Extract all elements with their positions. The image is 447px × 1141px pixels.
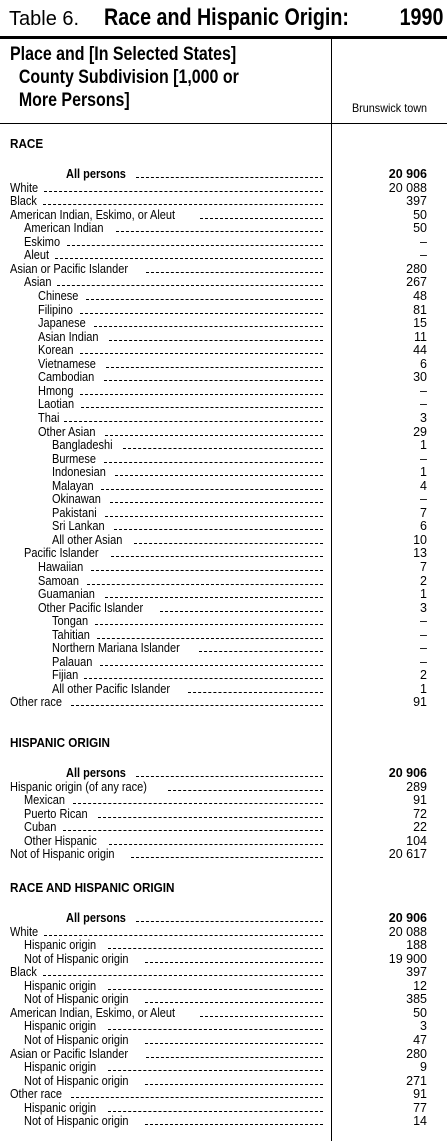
leader-dots xyxy=(131,857,323,858)
table-title xyxy=(0,0,447,38)
row-label: Hispanic origin xyxy=(24,1100,97,1115)
row-label: Black xyxy=(10,965,37,980)
row-label: Not of Hispanic origin xyxy=(24,1073,129,1088)
row-label-wrap xyxy=(66,912,323,926)
leader-dots xyxy=(43,975,323,976)
row-label: Not of Hispanic origin xyxy=(24,951,129,966)
section-heading: RACE AND HISPANIC ORIGIN xyxy=(10,880,175,895)
leader-dots xyxy=(98,817,323,818)
table-number: Table 6. xyxy=(9,8,80,30)
leader-dots xyxy=(71,1097,323,1098)
row-label-wrap xyxy=(38,371,323,385)
row-value: 1 xyxy=(420,681,427,696)
row-value: 397 xyxy=(406,965,427,980)
row-value: 20 617 xyxy=(388,847,427,862)
row-value: 1 xyxy=(420,465,427,480)
table-row xyxy=(0,808,447,822)
row-value: 20 088 xyxy=(388,180,427,195)
leader-dots xyxy=(80,353,323,354)
row-value: 7 xyxy=(420,505,427,520)
row-label: Tahitian xyxy=(52,627,90,642)
row-label-wrap xyxy=(38,398,323,412)
row-value: – xyxy=(420,641,427,656)
row-label: American Indian, Eskimo, or Aleut xyxy=(10,207,176,222)
row-label: Bangladeshi xyxy=(52,438,113,452)
row-label: Malayan xyxy=(52,478,94,493)
leader-dots xyxy=(123,448,323,449)
row-value: 9 xyxy=(420,1060,427,1074)
leader-dots xyxy=(145,1084,323,1085)
leader-dots xyxy=(145,962,323,963)
leader-dots xyxy=(44,935,323,936)
row-value: 289 xyxy=(406,779,427,794)
row-value: – xyxy=(420,397,427,412)
leader-dots xyxy=(106,367,323,368)
leader-dots xyxy=(168,790,323,791)
leader-dots xyxy=(105,516,323,517)
row-label: Guamanian xyxy=(38,587,95,602)
leader-dots xyxy=(108,1029,323,1030)
leader-dots xyxy=(105,597,323,598)
table-row xyxy=(0,222,447,236)
row-label: Other Pacific Islander xyxy=(38,600,144,615)
row-value: 104 xyxy=(406,833,427,848)
table-year: 1990 xyxy=(399,4,443,31)
row-value: 20 906 xyxy=(388,167,427,181)
row-value: 11 xyxy=(414,329,427,344)
row-value: 77 xyxy=(413,1100,427,1115)
row-value: 29 xyxy=(413,424,427,439)
leader-dots xyxy=(116,231,323,232)
row-value: – xyxy=(420,234,427,249)
row-value: 20 906 xyxy=(388,911,427,925)
row-label-wrap xyxy=(38,290,323,304)
row-label: Samoan xyxy=(38,573,79,588)
leader-dots xyxy=(160,611,324,612)
row-value: 22 xyxy=(413,820,427,835)
row-label: Filipino xyxy=(38,302,73,317)
leader-dots xyxy=(73,803,323,804)
leader-dots xyxy=(200,218,323,219)
row-label: All persons xyxy=(66,766,126,780)
row-label: Thai xyxy=(38,410,60,425)
row-label: White xyxy=(10,924,39,939)
row-value: 91 xyxy=(413,793,427,808)
row-label: Pakistani xyxy=(52,505,97,520)
row-label: Laotian xyxy=(38,397,75,412)
row-label: Burmese xyxy=(52,451,97,466)
row-value: 7 xyxy=(420,560,427,574)
row-label: Asian or Pacific Islander xyxy=(10,1046,129,1061)
row-value: 385 xyxy=(406,992,427,1007)
table-row xyxy=(0,236,447,250)
row-value: 3 xyxy=(420,600,427,615)
row-label: Tongan xyxy=(52,614,89,629)
row-label: Not of Hispanic origin xyxy=(24,1114,129,1129)
row-value: 271 xyxy=(406,1073,427,1088)
row-value: 280 xyxy=(406,261,427,276)
row-label: Not of Hispanic origin xyxy=(24,992,129,1007)
row-value: – xyxy=(420,383,427,398)
leader-dots xyxy=(145,1002,323,1003)
row-label: Eskimo xyxy=(24,234,61,249)
leader-dots xyxy=(84,678,323,679)
table-row xyxy=(0,1075,447,1089)
row-label: Hmong xyxy=(38,383,74,398)
leader-dots xyxy=(87,584,323,585)
row-label: Japanese xyxy=(38,316,86,331)
row-label: Puerto Rican xyxy=(24,806,88,821)
leader-dots xyxy=(80,313,323,314)
table-row xyxy=(0,168,447,182)
leader-dots xyxy=(111,556,323,557)
leader-dots xyxy=(86,299,323,300)
row-value: 1 xyxy=(420,438,427,452)
row-value: 3 xyxy=(420,1019,427,1034)
row-value: 15 xyxy=(413,316,427,331)
row-value: – xyxy=(420,654,427,669)
row-label: Pacific Islander xyxy=(24,546,99,561)
section-heading: HISPANIC ORIGIN xyxy=(10,735,110,750)
leader-dots xyxy=(95,624,323,625)
leader-dots xyxy=(94,326,323,327)
row-value: 44 xyxy=(413,343,427,358)
leader-dots xyxy=(97,638,323,639)
row-value: 397 xyxy=(406,194,427,209)
row-value: – xyxy=(420,627,427,642)
row-value: 47 xyxy=(413,1032,427,1047)
stub-heading: Place and [In Selected States] County Subdivision [1,000 or More Persons] xyxy=(10,44,239,111)
leader-dots xyxy=(80,394,323,395)
leader-dots xyxy=(71,705,323,706)
table-title-text: Race and Hispanic Origin: xyxy=(104,4,349,31)
leader-dots xyxy=(136,921,323,922)
leader-dots xyxy=(134,543,323,544)
leader-dots xyxy=(43,204,323,205)
leader-dots xyxy=(55,258,324,259)
leader-dots xyxy=(136,776,323,777)
row-label: Hispanic origin xyxy=(24,1019,97,1034)
row-value: 72 xyxy=(413,806,427,821)
row-label: Sri Lankan xyxy=(52,519,105,534)
leader-dots xyxy=(108,948,323,949)
row-label: Fijian xyxy=(52,668,79,683)
table-row xyxy=(0,912,447,926)
row-value: 91 xyxy=(413,695,427,710)
table-row xyxy=(0,683,447,697)
row-label-wrap xyxy=(52,642,323,656)
row-label: Not of Hispanic origin xyxy=(24,1032,129,1047)
table-row xyxy=(0,398,447,412)
row-value: 20 906 xyxy=(388,766,427,780)
table-row xyxy=(0,848,447,862)
row-value: 50 xyxy=(413,207,427,222)
row-label-wrap xyxy=(66,168,323,182)
table-row xyxy=(0,1115,447,1129)
table-row xyxy=(0,263,447,277)
row-value: 267 xyxy=(406,275,427,290)
row-label-wrap xyxy=(52,615,323,629)
leader-dots xyxy=(81,407,323,408)
row-label: Indonesian xyxy=(52,465,106,480)
row-label: Asian xyxy=(24,275,52,290)
row-label: Black xyxy=(10,194,37,209)
row-value: 4 xyxy=(420,478,427,493)
row-label-wrap xyxy=(38,331,323,345)
row-value: 48 xyxy=(413,289,427,303)
row-value: 14 xyxy=(413,1114,427,1129)
row-value: 91 xyxy=(413,1087,427,1102)
row-label-wrap xyxy=(52,683,323,697)
table-row xyxy=(0,182,447,196)
header-rule xyxy=(0,123,447,124)
row-label-wrap xyxy=(24,953,323,967)
row-value: 50 xyxy=(413,1005,427,1020)
row-value: 81 xyxy=(413,302,427,317)
table-row xyxy=(0,696,447,710)
leader-dots xyxy=(146,1057,323,1058)
row-label: Vietnamese xyxy=(38,356,96,371)
row-label: Hispanic origin (of any race) xyxy=(10,779,147,794)
row-value: 30 xyxy=(413,370,427,385)
row-label-wrap xyxy=(10,182,323,196)
leader-dots xyxy=(104,380,323,381)
leader-dots xyxy=(91,570,323,571)
row-label-wrap xyxy=(24,808,323,822)
row-value: 10 xyxy=(413,532,427,547)
row-value: – xyxy=(420,492,427,507)
leader-dots xyxy=(200,1016,323,1017)
leader-dots xyxy=(63,830,323,831)
row-label: Cambodian xyxy=(38,370,95,385)
leader-dots xyxy=(108,1111,323,1112)
row-label: Hispanic origin xyxy=(24,978,97,993)
row-label-wrap xyxy=(38,385,323,399)
leader-dots xyxy=(145,1043,323,1044)
leader-dots xyxy=(146,272,323,273)
section-heading: RACE xyxy=(10,136,44,151)
row-label-wrap xyxy=(10,263,323,277)
row-value: 188 xyxy=(406,938,427,953)
row-label: American Indian, Eskimo, or Aleut xyxy=(10,1005,176,1020)
row-label: Hispanic origin xyxy=(24,938,97,953)
row-label: Okinawan xyxy=(52,492,101,507)
row-value: 2 xyxy=(420,668,427,683)
leader-dots xyxy=(104,462,323,463)
row-value: 19 900 xyxy=(388,951,427,966)
leader-dots xyxy=(105,435,323,436)
row-label: Hawaiian xyxy=(38,560,84,574)
row-value: 50 xyxy=(413,221,427,236)
row-label: Not of Hispanic origin xyxy=(10,847,115,862)
row-value: 13 xyxy=(413,546,427,561)
row-label: Cuban xyxy=(24,820,57,835)
row-value: 6 xyxy=(420,519,427,534)
leader-dots xyxy=(109,844,323,845)
row-label: Mexican xyxy=(24,793,65,808)
row-label-wrap xyxy=(52,656,323,670)
row-label: Palauan xyxy=(52,654,93,669)
table-row xyxy=(0,953,447,967)
leader-dots xyxy=(100,665,323,666)
leader-dots xyxy=(109,340,323,341)
row-value: 280 xyxy=(406,1046,427,1061)
leader-dots xyxy=(110,502,323,503)
leader-dots xyxy=(199,651,323,652)
row-label-wrap xyxy=(38,561,323,575)
row-value: 3 xyxy=(420,410,427,425)
row-label: Other Asian xyxy=(38,424,96,439)
row-label: Chinese xyxy=(38,289,79,303)
leader-dots xyxy=(108,989,323,990)
row-value: 1 xyxy=(420,587,427,602)
row-label-wrap xyxy=(24,1075,323,1089)
row-label: All persons xyxy=(66,911,126,925)
row-label: Other race xyxy=(10,695,62,710)
leader-dots xyxy=(44,191,323,192)
row-value: – xyxy=(420,614,427,629)
row-label: Asian or Pacific Islander xyxy=(10,261,129,276)
row-label: American Indian xyxy=(24,221,104,236)
row-value: – xyxy=(420,248,427,263)
table-row xyxy=(0,781,447,795)
row-label-wrap xyxy=(10,696,323,710)
leader-dots xyxy=(145,1124,323,1125)
leader-dots xyxy=(57,285,323,286)
row-label: Asian Indian xyxy=(38,329,99,344)
row-value: – xyxy=(420,451,427,466)
row-label: All other Pacific Islander xyxy=(52,681,171,696)
row-label: Northern Mariana Islander xyxy=(52,641,180,656)
row-label-wrap xyxy=(10,848,323,862)
row-value: 20 088 xyxy=(388,924,427,939)
row-label-wrap xyxy=(24,1115,323,1129)
leader-dots xyxy=(64,421,323,422)
row-label: Other Hispanic xyxy=(24,833,97,848)
row-label: Hispanic origin xyxy=(24,1060,97,1074)
leader-dots xyxy=(115,475,323,476)
row-value: 2 xyxy=(420,573,427,588)
leader-dots xyxy=(188,692,323,693)
row-label: All other Asian xyxy=(52,532,123,547)
leader-dots xyxy=(101,489,323,490)
leader-dots xyxy=(67,245,323,246)
row-label-wrap xyxy=(24,222,323,236)
leader-dots xyxy=(114,529,323,530)
row-label: Aleut xyxy=(24,248,50,263)
leader-dots xyxy=(136,177,323,178)
row-label: Other race xyxy=(10,1087,62,1102)
row-label-wrap xyxy=(24,236,323,250)
row-label: White xyxy=(10,180,39,195)
row-value: 6 xyxy=(420,356,427,371)
row-label: Korean xyxy=(38,343,74,358)
title-rule xyxy=(0,36,447,39)
row-label: All persons xyxy=(66,167,126,181)
column-heading: Brunswick town xyxy=(351,101,428,115)
row-value: 12 xyxy=(413,978,427,993)
leader-dots xyxy=(108,1070,323,1071)
